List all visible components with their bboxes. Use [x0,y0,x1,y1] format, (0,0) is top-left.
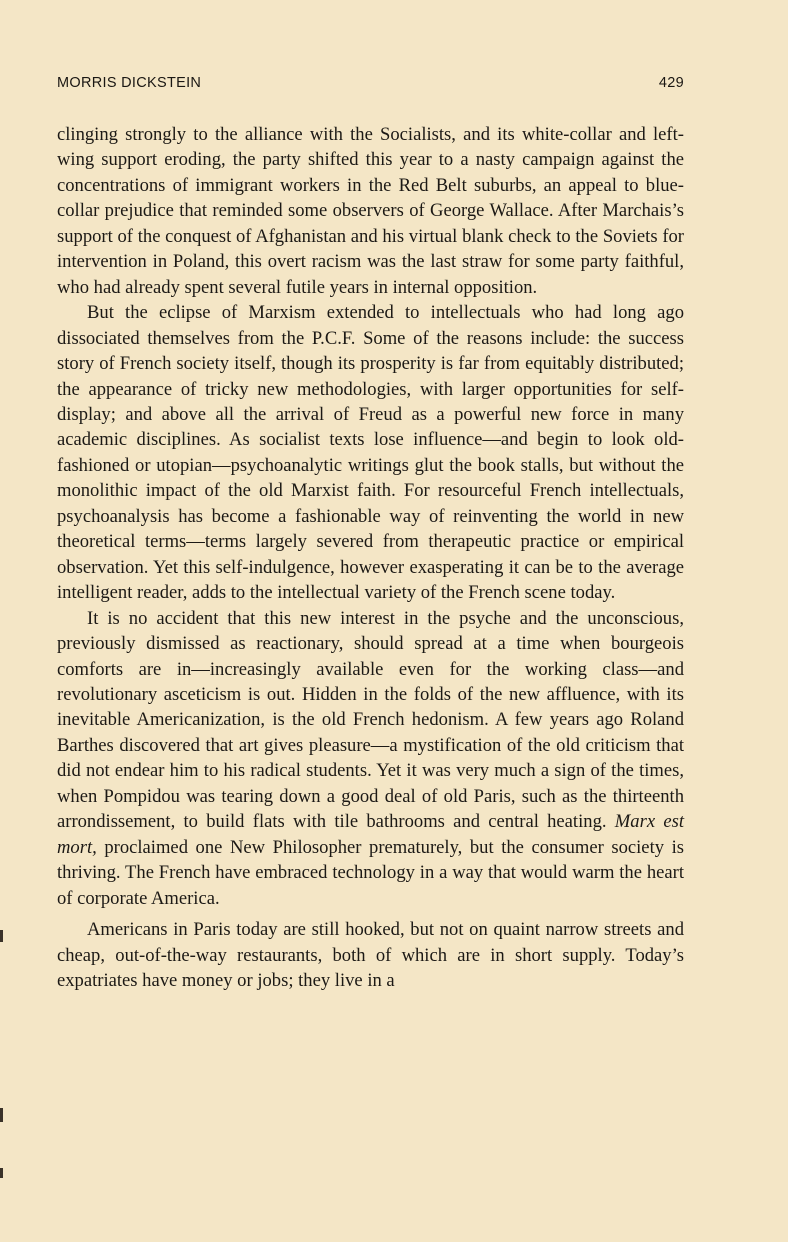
running-head-author: MORRIS DICKSTEIN [57,75,202,91]
paragraph-1: clinging strongly to the alliance with the Socialists, and its white-collar and left-wing support eroding, the party shifted this year to a nasty campaign against the concentrations of immigrant workers in the Red Belt suburbs, an appeal to blue-collar prejudice that reminded some observers of George Wallace. After Marchais’s support of the conquest of Afghanistan and his virtual blank check to the Soviets for intervention in Poland, this overt racism was the last straw for some party faithful, who had already spent several futile years in internal opposition. [57,124,684,298]
page-edge-mark [0,1168,3,1178]
paragraph-3-italic-phrase: Marx est mort, [57,811,684,858]
paragraph-3-text-after: proclaimed one New Philosopher prematurely, but the consumer society is thriving. The French have embraced technology in a way that would warm the heart of corporate America. [57,836,684,909]
paragraph-2: But the eclipse of Marxism extended to intellectuals who had long ago dissociated themselves from the P.C.F. Some of the reasons include: the success story of French society itself, though its prosperity is far from equitably distributed; the appearance of tricky new methodologies, with larger opportunities for self-display; and above all the arrival of Freud as a powerful new force in many academic disciplines. As socialist texts lose influence—and begin to look old-fashioned or utopian—psychoanalytic writings glut the book stalls, but without the monolithic impact of the old Marxist faith. For resourceful French intellectuals, psychoanalysis has become a fashionable way of reinventing the world in new theoretical terms—terms largely severed from therapeutic practice or empirical observation. Yet this self-indulgence, however exasperating it can be to the average intelligent reader, adds to the intellectual variety of the French scene today. [57,302,684,604]
paragraph-3-text-before: It is no accident that this new interest in the psyche and the unconscious, previously dismissed as reactionary, should spread at a time when bourgeois comforts are in—increasingly available even for the working class—and revolutionary asceticism is out. Hidden in the folds of the new affluence, with its inevitable Americanization, is the old French hedonism. A few years ago Roland Barthes discovered that art gives pleasure—a mystification of the old criticism that did not endear him to his radical students. Yet it was very much a sign of the times, when Pompidou was tearing down a good deal of old Paris, such as the thirteenth arrondissement, to build flats with tile bathrooms and central heating. [57,607,684,833]
paragraph-3 [57,606,684,911]
page-edge-mark [0,1108,3,1122]
paragraph-4: Americans in Paris today are still hooked, but not on quaint narrow streets and cheap, out-of-the-way restaurants, both of which are in short supply. Today’s expatriates have money or jobs; they live in a [57,919,684,991]
body-text [57,122,684,993]
running-head [57,75,684,95]
page-edge-mark [0,930,3,942]
page-number: 429 [658,75,684,91]
